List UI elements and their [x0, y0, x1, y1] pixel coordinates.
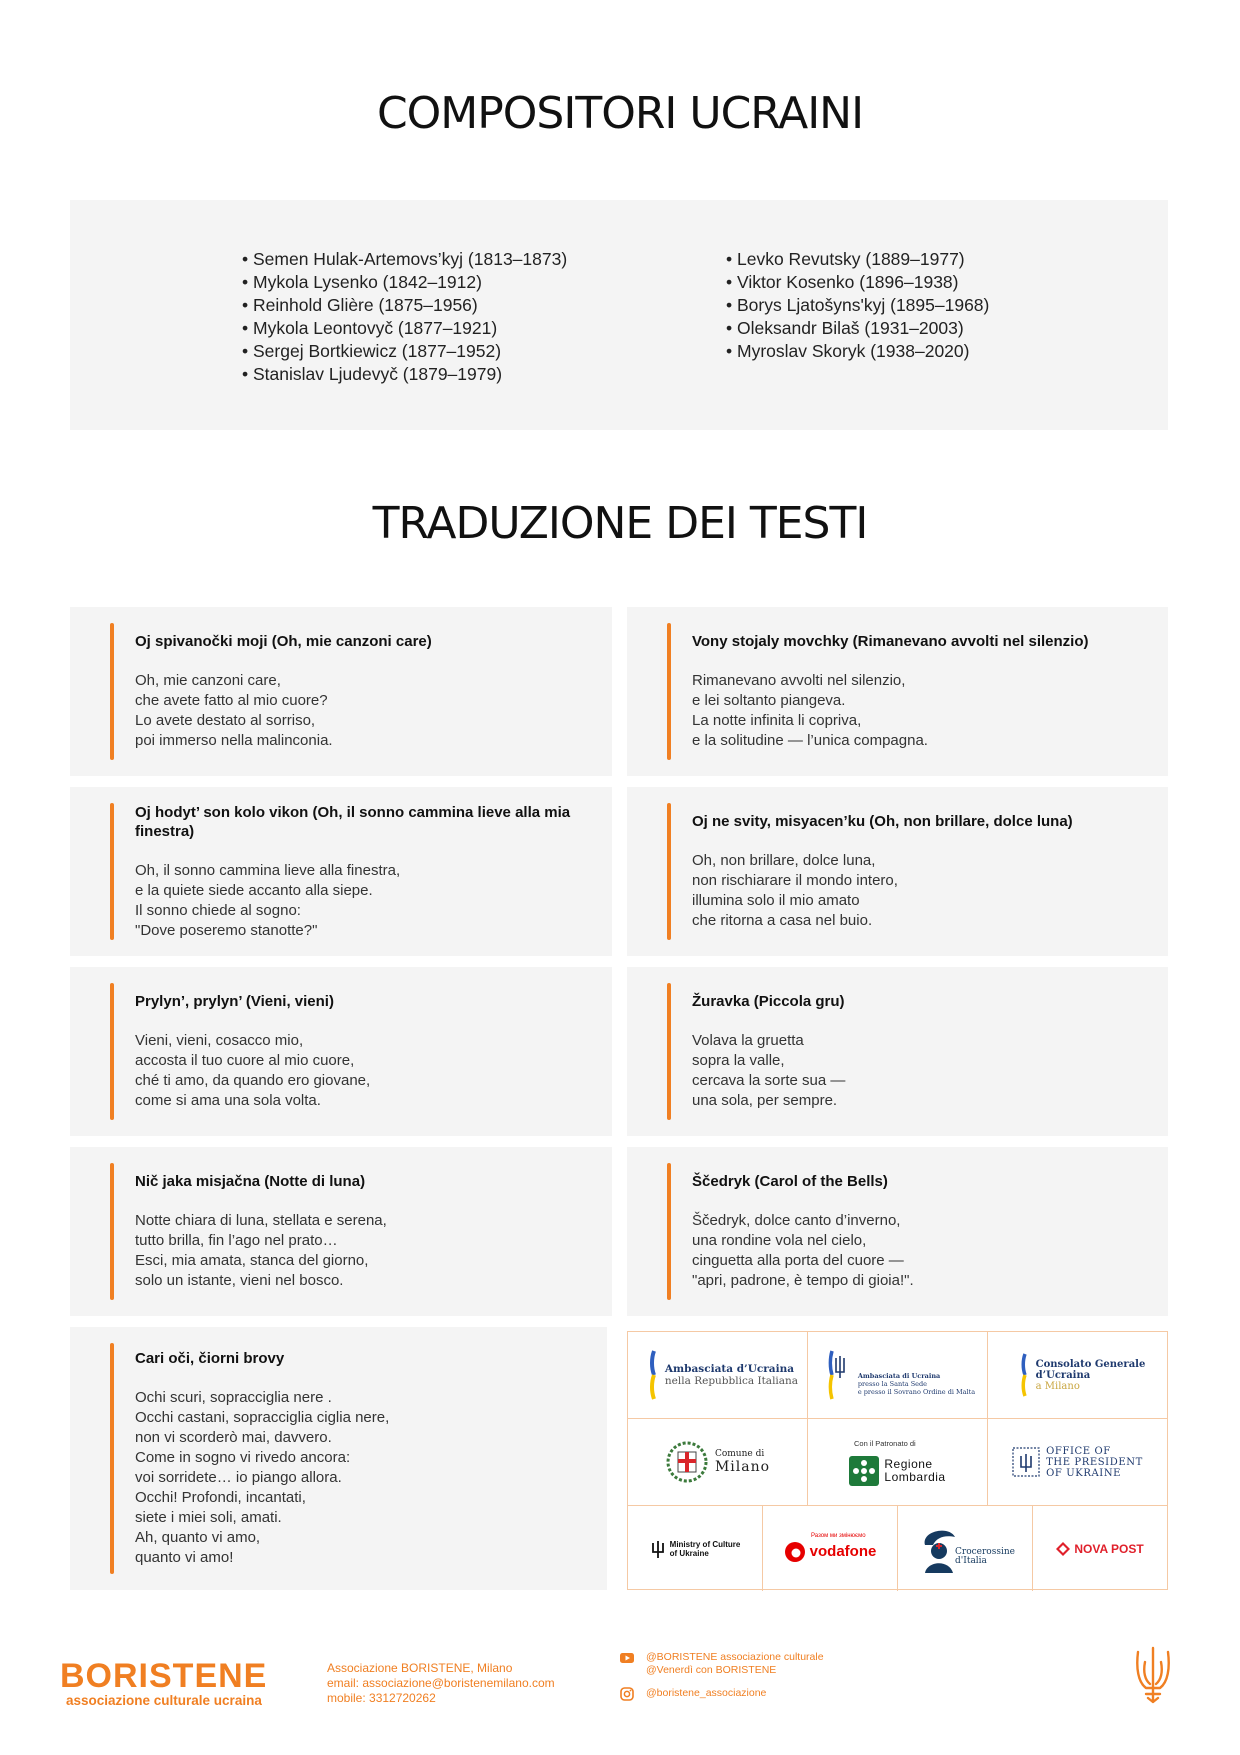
composer-item: • Mykola Leontovyč (1877–1921) — [242, 317, 567, 340]
embassy-sub: nella Repubblica Italiana — [664, 1375, 799, 1387]
composer-item: • Myroslav Skoryk (1938–2020) — [726, 340, 989, 363]
song-text: Rimanevano avvolti nel silenzio, e lei soltanto piangeva. La notte infinita li copriva, e la solitudine — l’unica compagna. — [692, 672, 928, 749]
consulate-sub: a Milano — [1035, 1380, 1080, 1392]
nova-post-logo — [1033, 1506, 1167, 1591]
president-office-logo — [988, 1419, 1167, 1505]
holy-see-sub1: presso la Santa Sede — [857, 1380, 928, 1388]
accent-bar — [667, 803, 671, 940]
accent-bar — [667, 623, 671, 760]
song-title: Žuravka (Piccola gru) — [692, 993, 845, 1010]
ministry-line1: Ministry of Culture — [669, 1539, 741, 1549]
song-text: Ochi scuri, sopracciglia nere . Occhi castani, sopracciglia ciglia nere, non vi scorderò mai, davvero. Come in sogno vi rivedo ancora: voi sorridete… io piango allora. Occhi! Profondi, incantati, siete i miei soli, amati. Ah, quanto vi amo, quanto vi amo! — [135, 1389, 390, 1566]
song-title: Prylyn’, prylyn’ (Vieni, vieni) — [135, 993, 334, 1010]
holy-see-name: Ambasciata di Ucraina — [857, 1372, 941, 1380]
vodafone-name: vodafone — [809, 1543, 877, 1560]
contact-info — [327, 1661, 555, 1706]
ministry-culture-logo — [628, 1506, 763, 1591]
song-card — [70, 967, 612, 1136]
ukraine-arc-trident-icon — [820, 1348, 850, 1402]
song-text: Ščedryk, dolce canto d’inverno, una rondine vola nel cielo, cinguetta alla porta del cuore — "apri, padrone, è tempo di gioia!". — [692, 1212, 914, 1289]
song-card — [627, 607, 1168, 776]
regione-lombardia-logo — [808, 1419, 988, 1505]
youtube-icon[interactable] — [620, 1653, 634, 1663]
vodafone-tag: Разом ми змінюємо — [811, 1533, 866, 1539]
song-card — [70, 1147, 612, 1316]
song-card — [627, 787, 1168, 956]
comune-name: Milano — [714, 1459, 771, 1475]
ministry-line2: of Ukraine — [669, 1548, 709, 1558]
milano-crest-icon — [665, 1440, 709, 1484]
contact-mobile[interactable]: mobile: 3312720262 — [327, 1691, 436, 1705]
instagram-handle[interactable]: @boristene_associazione — [646, 1687, 767, 1699]
song-title: Ščedryk (Carol of the Bells) — [692, 1173, 888, 1190]
consulate-logo — [988, 1332, 1167, 1418]
contact-association: Associazione BORISTENE, Milano — [327, 1661, 513, 1675]
song-text: Oh, il sonno cammina lieve alla finestra, e la quiete siede accanto alla siepe. Il sonno chiede al sogno: "Dove poseremo stanotte?" — [135, 861, 401, 939]
accent-bar — [110, 1343, 114, 1574]
president-line1: OFFICE OF — [1046, 1445, 1111, 1457]
song-text: Notte chiara di luna, stellata e serena, tutto brilla, fin l’ago nel prato… Esci, mia amata, stanca del giorno, solo un istante, vieni nel bosco. — [135, 1212, 387, 1289]
composer-item: • Semen Hulak-Artemovs’kyj (1813–1873) — [242, 248, 567, 271]
holy-see-embassy-logo — [808, 1332, 988, 1418]
song-title: Oj hodyt’ son kolo vikon (Oh, il sonno cammina lieve alla mia finestra) — [135, 803, 571, 840]
accent-bar — [110, 803, 114, 940]
composer-item: • Stanislav Ljudevyč (1879–1979) — [242, 363, 567, 386]
composer-item: • Mykola Lysenko (1842–1912) — [242, 271, 567, 294]
ukraine-arc-icon — [637, 1348, 657, 1402]
croce-line1: Crocerossine — [955, 1546, 1015, 1557]
song-card — [70, 1327, 607, 1590]
composer-item: • Oleksandr Bilaš (1931–2003) — [726, 317, 989, 340]
nova-post-name: NOVA POST — [1074, 1541, 1144, 1556]
ukraine-arc-icon — [1010, 1351, 1028, 1399]
social-links — [620, 1651, 824, 1701]
comune-small: Comune di — [714, 1449, 765, 1459]
composers-right-list — [726, 248, 989, 363]
partner-logos-grid — [627, 1331, 1168, 1590]
president-line3: OF UKRAINE — [1046, 1467, 1122, 1479]
translations-title: TRADUZIONE DEI TESTI — [372, 498, 868, 549]
song-title: Nič jaka misjačna (Notte di luna) — [135, 1173, 366, 1190]
composers-title: COMPOSITORI UCRAINI — [376, 88, 864, 139]
president-line2: THE PRESIDENT — [1046, 1456, 1143, 1468]
brand-name: BORISTENE — [60, 1657, 268, 1695]
song-card — [627, 967, 1168, 1136]
song-title: Cari oči, čiorni brovy — [135, 1350, 285, 1367]
comune-milano-logo — [628, 1419, 808, 1505]
holy-see-sub2: e presso il Sovrano Ordine di Malta — [857, 1388, 976, 1396]
youtube-channel[interactable]: @Venerdì con BORISTENE — [646, 1664, 777, 1676]
vodafone-logo — [763, 1506, 898, 1591]
song-title: Oj spivanočki moji (Oh, mie canzoni care) — [135, 633, 432, 650]
lombardia-name1: Regione — [884, 1457, 933, 1471]
accent-bar — [110, 623, 114, 760]
lombardia-rose-icon — [849, 1456, 879, 1486]
contact-email[interactable]: email: associazione@boristenemilano.com — [327, 1676, 555, 1690]
trident-icon — [650, 1539, 666, 1559]
boristene-logo — [60, 1659, 267, 1708]
trident-icon — [1130, 1644, 1176, 1706]
accent-bar — [110, 983, 114, 1120]
song-text: Volava la gruetta sopra la valle, cercava la sorte sua — una sola, per sempre. — [692, 1032, 846, 1109]
consulate-name2: d’Ucraina — [1035, 1369, 1091, 1381]
composer-item: • Levko Revutsky (1889–1977) — [726, 248, 989, 271]
lombardia-name2: Lombardia — [884, 1470, 946, 1484]
embassy-logo — [628, 1332, 808, 1418]
song-text: Vieni, vieni, cosacco mio, accosta il tuo cuore al mio cuore, ché ti amo, da quando ero giovane, come si ama una sola volta. — [135, 1032, 371, 1109]
song-text: Oh, non brillare, dolce luna, non rischiarare il mondo intero, illumina solo il mio amato che ritorna a casa nel buio. — [692, 852, 898, 929]
accent-bar — [667, 983, 671, 1120]
composers-left-list — [242, 248, 567, 386]
song-title: Vony stojaly movchky (Rimanevano avvolti nel silenzio) — [692, 633, 1089, 650]
brand-subtitle: associazione culturale ucraina — [66, 1693, 262, 1708]
accent-bar — [110, 1163, 114, 1300]
youtube-channel[interactable]: @BORISTENE associazione culturale — [646, 1651, 824, 1663]
composer-item: • Borys Ljatošyns'kyj (1895–1968) — [726, 294, 989, 317]
composer-item: • Viktor Kosenko (1896–1938) — [726, 271, 989, 294]
song-title: Oj ne svity, misyacen’ku (Oh, non brillare, dolce luna) — [692, 813, 1073, 830]
instagram-icon[interactable] — [620, 1687, 634, 1701]
trident-stamp-icon — [1012, 1447, 1040, 1477]
crocerossine-logo — [898, 1506, 1033, 1591]
song-card — [627, 1147, 1168, 1316]
composers-panel — [70, 200, 1168, 430]
nova-post-mark-icon — [1056, 1542, 1070, 1556]
croce-line2: d'Italia — [955, 1555, 987, 1566]
accent-bar — [667, 1163, 671, 1300]
vodafone-speechmark-icon — [784, 1541, 806, 1563]
consulate-name1: Consolato Generale — [1035, 1358, 1146, 1370]
song-card — [70, 607, 612, 776]
composer-item: • Sergej Bortkiewicz (1877–1952) — [242, 340, 567, 363]
song-text: Oh, mie canzoni care, che avete fatto al mio cuore? Lo avete destato al sorriso, poi immerso nella malinconia. — [135, 672, 333, 749]
patronage-label: Con il Patronato di — [854, 1439, 916, 1448]
song-card — [70, 787, 612, 956]
composer-item: • Reinhold Glière (1875–1956) — [242, 294, 567, 317]
embassy-name: Ambasciata d’Ucraina — [664, 1363, 795, 1375]
